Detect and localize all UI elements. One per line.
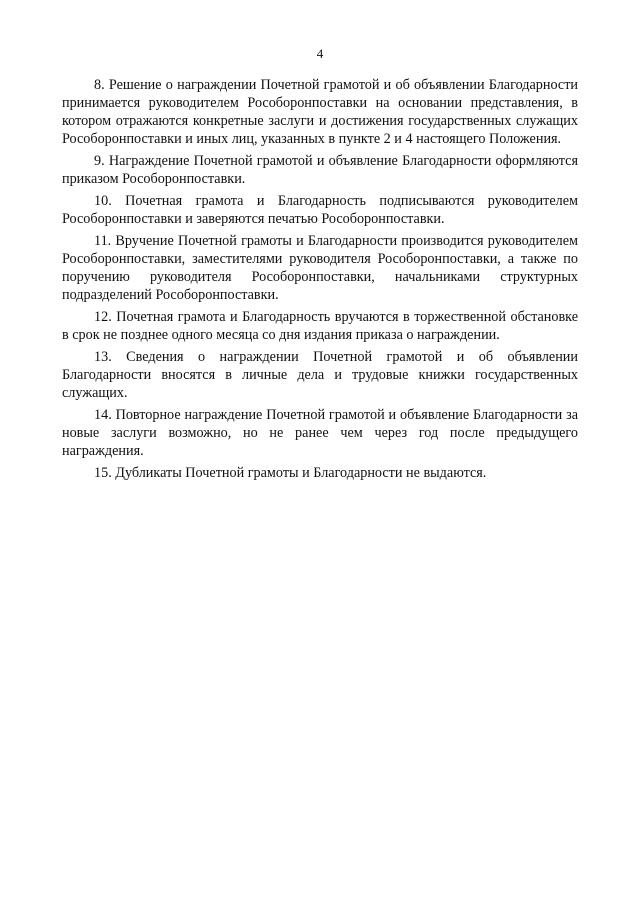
paragraph-8: 8. Решение о награждении Почетной грамотой и об объявлении Благодарности принимается руководителем Рособоронпоставки на основании представления, в котором отражаются конкретные заслуги и достижения государственных служащих Рособоронпоставки и иных лиц, указанных в пункте 2 и 4 настоящего Положения.	[62, 77, 578, 147]
document-body	[62, 76, 578, 486]
paragraph-14: 14. Повторное награждение Почетной грамотой и объявление Благодарности за новые заслуги возможно, но не ранее чем через год после предыдущего награждения.	[62, 407, 578, 459]
paragraph-13: 13. Сведения о награждении Почетной грамотой и об объявлении Благодарности вносятся в личные дела и трудовые книжки государственных служащих.	[62, 349, 578, 401]
paragraph-11: 11. Вручение Почетной грамоты и Благодарности производится руководителем Рособоронпоставки, заместителями руководителя Рособоронпоставки, а также по поручению руководителя Рособоронпоставки, начальниками структурных подразделений Рособоронпоставки.	[62, 233, 578, 303]
paragraph-12: 12. Почетная грамота и Благодарность вручаются в торжественной обстановке в срок не позднее одного месяца со дня издания приказа о награждении.	[62, 309, 578, 343]
paragraph-10: 10. Почетная грамота и Благодарность подписываются руководителем Рособоронпоставки и заверяются печатью Рособоронпоставки.	[62, 193, 578, 227]
paragraph-15: 15. Дубликаты Почетной грамоты и Благодарности не выдаются.	[94, 465, 487, 481]
page-number: 4	[316, 46, 324, 61]
paragraph-9: 9. Награждение Почетной грамотой и объявление Благодарности оформляются приказом Рособоронпоставки.	[62, 153, 578, 187]
